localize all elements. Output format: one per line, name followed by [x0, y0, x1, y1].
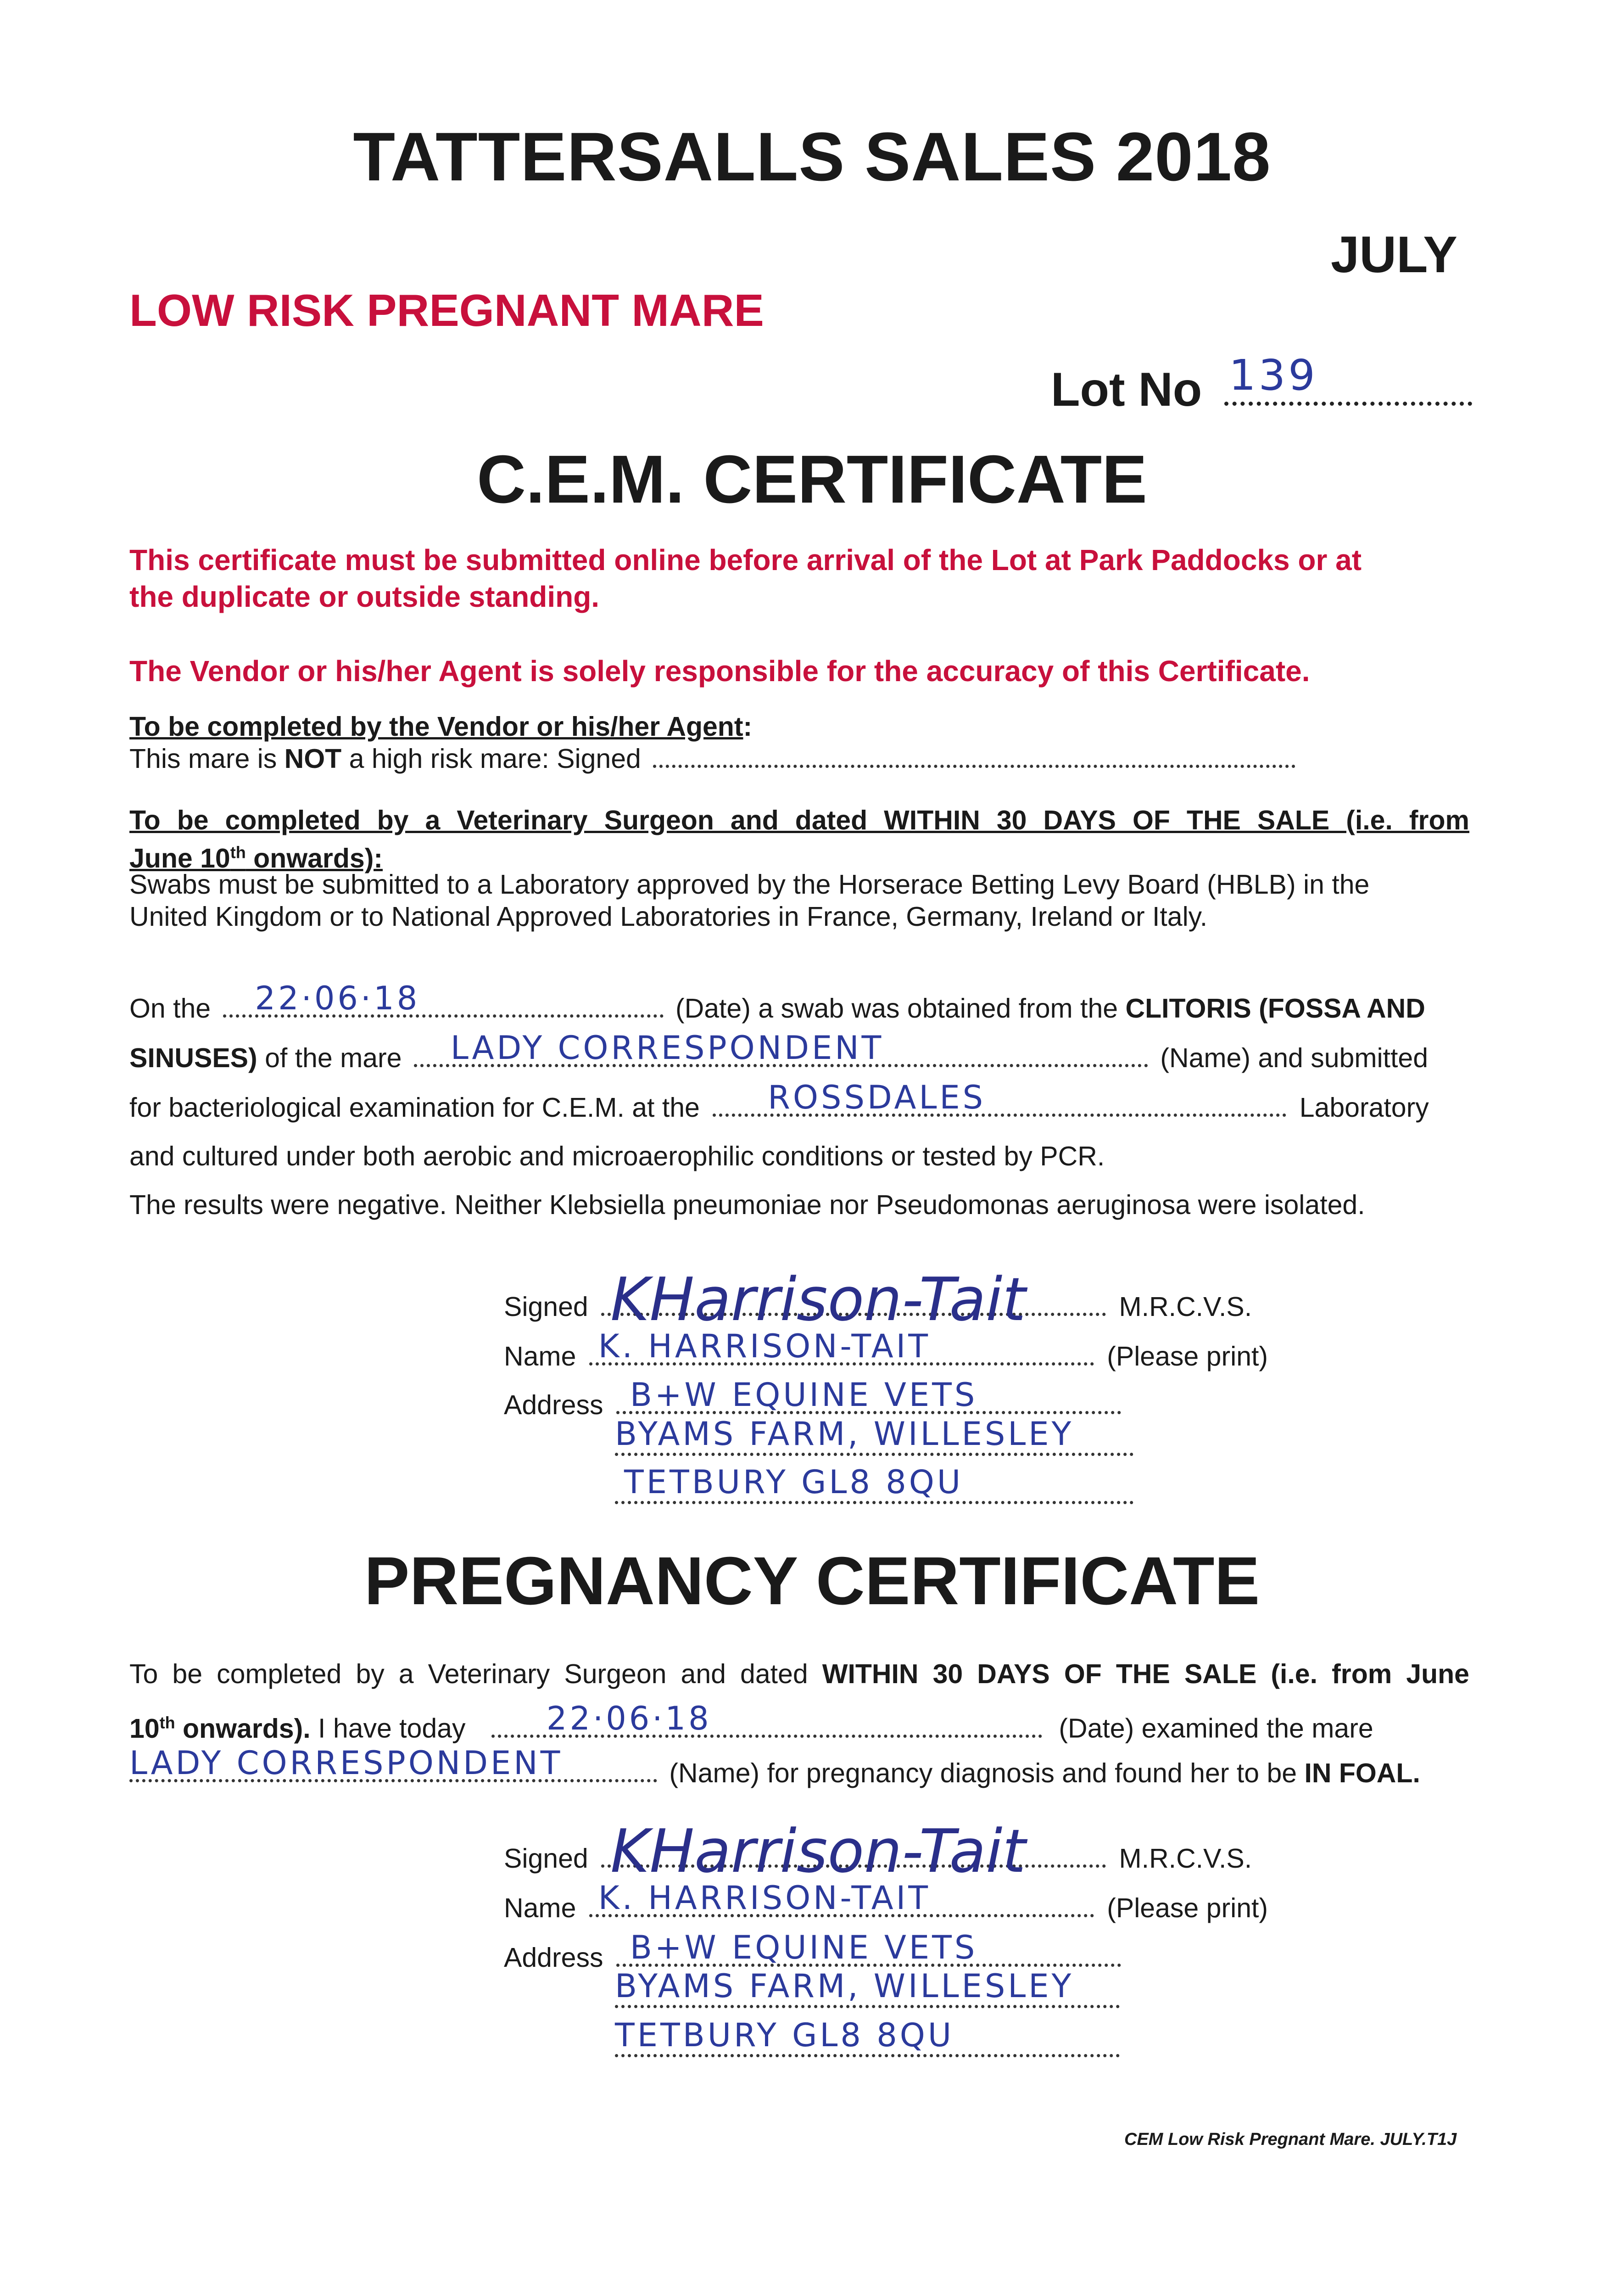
cem-certificate-title: C.E.M. CERTIFICATE [477, 442, 1147, 517]
cem-signed-row [504, 1265, 1252, 1334]
cem-mrcvs-label: M.R.C.V.S. [1119, 1292, 1252, 1322]
preg-line-1 [129, 1658, 1469, 1690]
preg-signature: KHarrison-Tait [610, 1816, 1026, 1886]
mare-category: LOW RISK PREGNANT MARE [129, 285, 764, 336]
cem-name-label: Name [504, 1341, 576, 1371]
swab-instructions [129, 868, 1369, 933]
cem-notice-1-line-1: This certificate must be submitted online before arrival of the Lot at Park Paddocks or at [129, 543, 1362, 577]
lot-number-field [1051, 351, 1472, 417]
preg-onwards: onwards). [175, 1713, 311, 1744]
vendor-line-post: a high risk mare: Signed [341, 744, 641, 774]
preg-10: 10 [129, 1713, 160, 1744]
cem-address-line-1: B+W EQUINE VETS [630, 1376, 978, 1414]
cem-notice-1-line-2: the duplicate or outside standing. [129, 580, 600, 613]
preg-in-foal: IN FOAL. [1304, 1758, 1420, 1788]
mare-name-line [129, 1029, 1429, 1074]
vendor-section: To be completed by the Vendor or his/her Agent: This mare is NOT a high risk mare: Signed [129, 711, 1295, 775]
preg-signed-label: Signed [504, 1843, 588, 1874]
cem-vet-name-value: K. HARRISON-TAIT [598, 1327, 931, 1365]
preg-line-2 [129, 1699, 1373, 1745]
cem-address-line-2-field [615, 1411, 1133, 1456]
lot-number-value: 139 [1229, 351, 1318, 400]
vet-heading-line-1: To be completed by a Veterinary Surgeon and dated WITHIN 30 DAYS OF THE SALE (i.e. from [129, 805, 1469, 835]
laboratory-name-value: ROSSDALES [768, 1079, 986, 1116]
preg-address-line-3-field [615, 2013, 1120, 2057]
preg-line-3a: (Name) for pregnancy diagnosis and found her to be [669, 1758, 1305, 1788]
vendor-signature-field[interactable] [653, 743, 1295, 768]
swab-line-2: United Kingdom or to National Approved Laboratories in France, Germany, Ireland or Italy. [129, 901, 1208, 932]
cem-address-label: Address [504, 1390, 603, 1420]
for-bacterio-text: for bacteriological examination for C.E.M. at the [129, 1092, 700, 1123]
preg-vet-name-value: K. HARRISON-TAIT [598, 1879, 931, 1917]
cem-notice-2: The Vendor or his/her Agent is solely responsible for the accuracy of this Certificate. [129, 655, 1310, 688]
preg-please-print: (Please print) [1107, 1893, 1268, 1923]
swab-line-1: Swabs must be submitted to a Laboratory approved by the Horserace Betting Levy Board (HBLB) in the [129, 869, 1370, 900]
preg-address-line-2-field [615, 1964, 1120, 2008]
results-text: The results were negative. Neither Klebsiella pneumoniae nor Pseudomonas aeruginosa were isolated. [129, 1190, 1365, 1220]
vet-heading [129, 804, 1469, 874]
preg-line-1a: To be completed by a Veterinary Surgeon and dated [129, 1659, 822, 1689]
swab-date-text: (Date) a swab was obtained from the [675, 993, 1118, 1024]
preg-sup: th [159, 1713, 175, 1732]
preg-signed-row [504, 1816, 1252, 1886]
preg-address-line-1: B+W EQUINE VETS [630, 1929, 978, 1966]
preg-have-today: I have today [310, 1713, 466, 1744]
cem-notice-1 [129, 542, 1362, 615]
cem-signature: KHarrison-Tait [610, 1265, 1026, 1334]
laboratory-label: Laboratory [1299, 1092, 1429, 1123]
preg-address-line-3: TETBURY GL8 8QU [615, 2016, 954, 2054]
vendor-heading: To be completed by the Vendor or his/her Agent [129, 711, 743, 742]
name-submitted-text: (Name) and submitted [1160, 1043, 1429, 1073]
preg-name-row [504, 1879, 1268, 1924]
vet-heading-sup: th [230, 843, 246, 862]
preg-examined-text: (Date) examined the mare [1059, 1713, 1373, 1744]
cem-address-line-2: BYAMS FARM, WILLESLEY [615, 1415, 1074, 1453]
preg-mare-name-value: LADY CORRESPONDENT [129, 1744, 563, 1782]
pregnancy-certificate-title: PREGNANCY CERTIFICATE [364, 1543, 1260, 1619]
cem-signed-label: Signed [504, 1292, 588, 1322]
preg-name-label: Name [504, 1893, 576, 1923]
on-the-label: On the [129, 993, 211, 1024]
form-code: CEM Low Risk Pregnant Mare. JULY.T1J [1124, 2130, 1457, 2149]
cem-address-line-3-field [615, 1460, 1133, 1504]
cultured-text: and cultured under both aerobic and microaerophilic conditions or tested by PCR. [129, 1141, 1105, 1171]
cem-address-line-3: TETBURY GL8 8QU [624, 1463, 964, 1501]
preg-date-value: 22·06·18 [546, 1699, 712, 1737]
cem-mare-name-value: LADY CORRESPONDENT [450, 1029, 884, 1067]
preg-line-1b: WITHIN 30 DAYS OF THE SALE [822, 1659, 1257, 1689]
lot-label: Lot No [1051, 363, 1202, 416]
swab-date-line [129, 980, 1469, 1024]
vendor-line-not: NOT [284, 744, 342, 774]
cem-name-row [504, 1327, 1268, 1372]
vendor-line-pre: This mare is [129, 744, 285, 774]
preg-address-line-2: BYAMS FARM, WILLESLEY [615, 1967, 1074, 2005]
preg-address-label: Address [504, 1942, 603, 1973]
cem-please-print: (Please print) [1107, 1341, 1268, 1371]
laboratory-line [129, 1079, 1429, 1124]
page-title: TATTERSALLS SALES 2018 [353, 118, 1271, 195]
preg-line-3 [129, 1744, 1420, 1789]
preg-mrcvs-label: M.R.C.V.S. [1119, 1843, 1252, 1874]
of-the-mare-label: of the mare [257, 1043, 402, 1073]
preg-line-1c: (i.e. from June [1256, 1659, 1469, 1689]
sale-month: JULY [1331, 226, 1458, 283]
vet-heading-onwards: onwards): [246, 843, 383, 873]
sinuses-text: SINUSES) [129, 1043, 257, 1073]
clitoris-text: CLITORIS (FOSSA AND [1125, 993, 1425, 1024]
swab-date-value: 22·06·18 [255, 980, 420, 1017]
vet-heading-june: June 10 [129, 843, 230, 873]
